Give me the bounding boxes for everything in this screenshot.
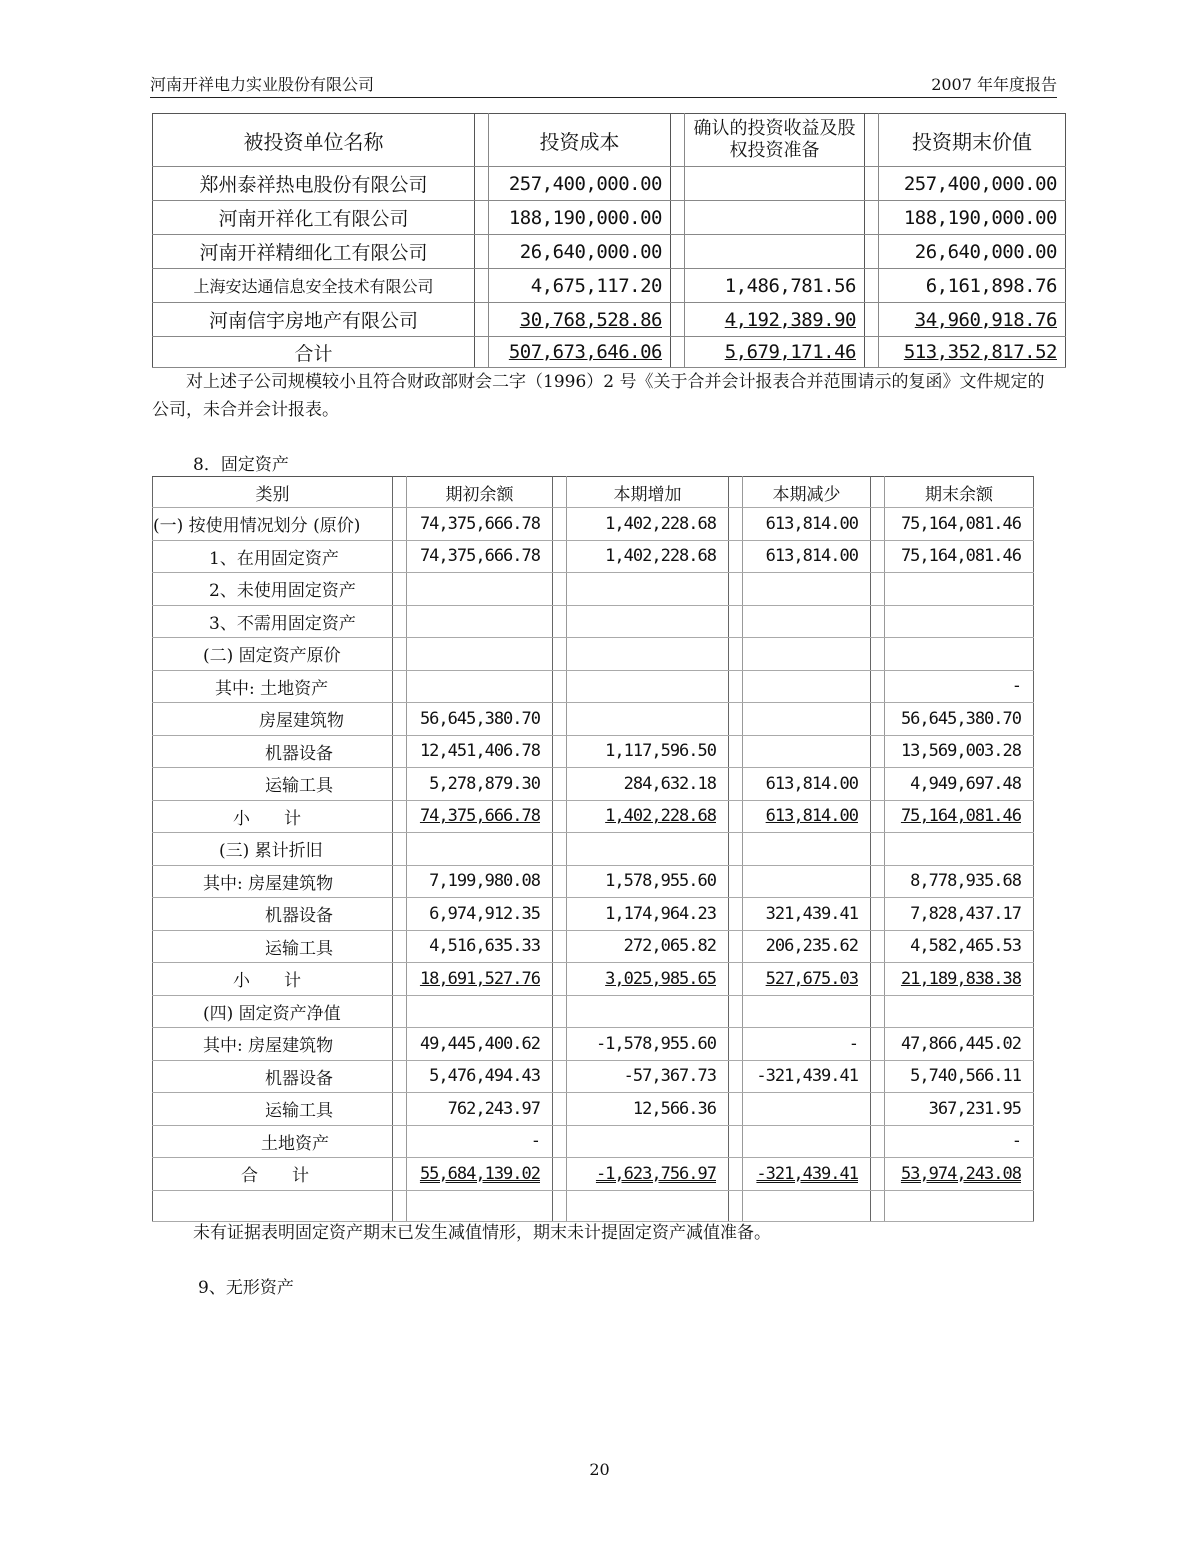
category-label: 其中: 房屋建筑物 xyxy=(153,865,393,898)
investment-table-header xyxy=(153,114,1066,167)
amount-cell: 6,974,912.35 xyxy=(407,898,553,931)
amount-cell xyxy=(743,1125,871,1158)
amount-cell xyxy=(567,1125,729,1158)
table-row xyxy=(153,735,1034,768)
table-row xyxy=(153,508,1034,541)
category-label: 合 计 xyxy=(153,1158,393,1191)
table-row xyxy=(153,670,1034,703)
investee-name: 河南开祥精细化工有限公司 xyxy=(153,235,475,269)
amount-cell xyxy=(407,670,553,703)
amount-cell xyxy=(567,573,729,606)
col-header-opening: 期初余额 xyxy=(407,477,553,508)
amount-cell: 21,189,838.38 xyxy=(885,963,1034,996)
table-row xyxy=(153,800,1034,833)
amount-cell xyxy=(743,1093,871,1126)
amount-cell: 53,974,243.08 xyxy=(885,1158,1034,1191)
category-label: 2、未使用固定资产 xyxy=(153,573,393,606)
amount-cell: -321,439.41 xyxy=(743,1060,871,1093)
amount-cell xyxy=(885,605,1034,638)
table-row xyxy=(153,638,1034,671)
amount-cell: 75,164,081.46 xyxy=(885,508,1034,541)
amount-cell: 1,578,955.60 xyxy=(567,865,729,898)
amount-cell: 55,684,139.02 xyxy=(407,1158,553,1191)
amount-cell: 6,161,898.76 xyxy=(879,269,1066,303)
amount-cell: 74,375,666.78 xyxy=(407,800,553,833)
amount-cell: -1,578,955.60 xyxy=(567,1028,729,1061)
amount-cell: 7,828,437.17 xyxy=(885,898,1034,931)
amount-cell xyxy=(743,735,871,768)
amount-cell: 56,645,380.70 xyxy=(885,703,1034,736)
amount-cell: 1,486,781.56 xyxy=(685,269,865,303)
table-row xyxy=(153,540,1034,573)
amount-cell xyxy=(567,833,729,866)
amount-cell: 4,516,635.33 xyxy=(407,930,553,963)
amount-cell xyxy=(567,605,729,638)
amount-cell xyxy=(407,605,553,638)
amount-cell: 12,451,406.78 xyxy=(407,735,553,768)
category-label: 机器设备 xyxy=(153,1060,393,1093)
table-row xyxy=(153,1093,1034,1126)
amount-cell: 613,814.00 xyxy=(743,768,871,801)
amount-cell xyxy=(685,201,865,235)
table-row xyxy=(153,865,1034,898)
amount-cell xyxy=(567,638,729,671)
amount-cell: 1,174,964.23 xyxy=(567,898,729,931)
amount-cell xyxy=(567,995,729,1028)
amount-cell: 56,645,380.70 xyxy=(407,703,553,736)
amount-cell xyxy=(743,605,871,638)
amount-cell: 4,192,389.90 xyxy=(685,303,865,337)
amount-cell: 26,640,000.00 xyxy=(879,235,1066,269)
table-row xyxy=(153,573,1034,606)
table-row xyxy=(153,1158,1034,1191)
amount-cell: 1,402,228.68 xyxy=(567,508,729,541)
amount-cell xyxy=(885,833,1034,866)
amount-cell: 257,400,000.00 xyxy=(489,167,671,201)
fixed-assets-table xyxy=(152,476,1034,1222)
amount-cell: - xyxy=(885,1125,1034,1158)
amount-cell: 5,278,879.30 xyxy=(407,768,553,801)
amount-cell: 613,814.00 xyxy=(743,540,871,573)
col-header-investee: 被投资单位名称 xyxy=(153,114,475,167)
amount-cell xyxy=(885,638,1034,671)
amount-cell xyxy=(567,703,729,736)
amount-cell: 3,025,985.65 xyxy=(567,963,729,996)
amount-cell: 507,673,646.06 xyxy=(489,337,671,368)
amount-cell: 206,235.62 xyxy=(743,930,871,963)
col-header-closing: 期末余额 xyxy=(885,477,1034,508)
amount-cell: 75,164,081.46 xyxy=(885,800,1034,833)
amount-cell xyxy=(885,995,1034,1028)
amount-cell: 75,164,081.46 xyxy=(885,540,1034,573)
amount-cell: 34,960,918.76 xyxy=(879,303,1066,337)
table-row xyxy=(153,995,1034,1028)
table-row xyxy=(153,963,1034,996)
table-row xyxy=(153,898,1034,931)
investee-name: 合计 xyxy=(153,337,475,368)
amount-cell: 1,402,228.68 xyxy=(567,800,729,833)
table-row xyxy=(153,1190,1034,1221)
col-header-decrease: 本期减少 xyxy=(743,477,871,508)
header-report-title: 2007 年年度报告 xyxy=(931,75,1057,94)
amount-cell: 49,445,400.62 xyxy=(407,1028,553,1061)
amount-cell: - xyxy=(885,670,1034,703)
amount-cell: 13,569,003.28 xyxy=(885,735,1034,768)
table-row xyxy=(153,303,1066,337)
amount-cell: 4,675,117.20 xyxy=(489,269,671,303)
amount-cell: 272,065.82 xyxy=(567,930,729,963)
consolidation-note: 对上述子公司规模较小且符合财政部财会二字（1996）2 号《关于合并会计报表合并范围请示的复函》文件规定的公司，未合并会计报表。 xyxy=(152,372,1045,420)
category-label: 房屋建筑物 xyxy=(153,703,393,736)
amount-cell: -1,623,756.97 xyxy=(567,1158,729,1191)
amount-cell xyxy=(743,865,871,898)
table-row xyxy=(153,833,1034,866)
amount-cell: 762,243.97 xyxy=(407,1093,553,1126)
table-row xyxy=(153,269,1066,303)
category-label: (三) 累计折旧 xyxy=(153,833,393,866)
amount-cell: 513,352,817.52 xyxy=(879,337,1066,368)
amount-cell: 527,675.03 xyxy=(743,963,871,996)
category-label: (四) 固定资产净值 xyxy=(153,995,393,1028)
category-label: 机器设备 xyxy=(153,898,393,931)
category-label: 小 计 xyxy=(153,800,393,833)
category-label: 其中: 房屋建筑物 xyxy=(153,1028,393,1061)
amount-cell: 5,476,494.43 xyxy=(407,1060,553,1093)
table-row xyxy=(153,768,1034,801)
amount-cell: 5,740,566.11 xyxy=(885,1060,1034,1093)
col-header-category: 类别 xyxy=(153,477,393,508)
amount-cell xyxy=(567,670,729,703)
amount-cell xyxy=(743,703,871,736)
table-row xyxy=(153,235,1066,269)
amount-cell: 8,778,935.68 xyxy=(885,865,1034,898)
category-label: 其中: 土地资产 xyxy=(153,670,393,703)
amount-cell: 1,117,596.50 xyxy=(567,735,729,768)
table-row xyxy=(153,1028,1034,1061)
category-label: 机器设备 xyxy=(153,735,393,768)
amount-cell xyxy=(743,573,871,606)
category-label: 小 计 xyxy=(153,963,393,996)
investment-total-row xyxy=(153,337,1066,368)
amount-cell: 30,768,528.86 xyxy=(489,303,671,337)
col-header-cost: 投资成本 xyxy=(489,114,671,167)
amount-cell: 74,375,666.78 xyxy=(407,540,553,573)
table-row xyxy=(153,1125,1034,1158)
investee-name: 河南信宇房地产有限公司 xyxy=(153,303,475,337)
category-label: 运输工具 xyxy=(153,930,393,963)
amount-cell xyxy=(407,573,553,606)
amount-cell: 4,582,465.53 xyxy=(885,930,1034,963)
amount-cell: 188,190,000.00 xyxy=(489,201,671,235)
table-row xyxy=(153,703,1034,736)
category-label: (一) 按使用情况划分 (原价) xyxy=(153,508,393,541)
amount-cell xyxy=(743,670,871,703)
amount-cell: 26,640,000.00 xyxy=(489,235,671,269)
amount-cell xyxy=(685,167,865,201)
category-label: (二) 固定资产原价 xyxy=(153,638,393,671)
section-9-title: 9、无形资产 xyxy=(198,1278,294,1298)
table-row xyxy=(153,605,1034,638)
amount-cell xyxy=(743,833,871,866)
amount-cell xyxy=(743,638,871,671)
category-label: 土地资产 xyxy=(153,1125,393,1158)
fixed-assets-header xyxy=(153,477,1034,508)
amount-cell: 257,400,000.00 xyxy=(879,167,1066,201)
amount-cell xyxy=(407,833,553,866)
amount-cell: 12,566.36 xyxy=(567,1093,729,1126)
amount-cell xyxy=(685,235,865,269)
amount-cell: 47,866,445.02 xyxy=(885,1028,1034,1061)
amount-cell: 5,679,171.46 xyxy=(685,337,865,368)
page-number: 20 xyxy=(589,1460,610,1479)
amount-cell: 188,190,000.00 xyxy=(879,201,1066,235)
investee-name: 上海安达通信息安全技术有限公司 xyxy=(153,269,475,303)
table-row xyxy=(153,930,1034,963)
amount-cell: - xyxy=(407,1125,553,1158)
amount-cell: 1,402,228.68 xyxy=(567,540,729,573)
amount-cell: 4,949,697.48 xyxy=(885,768,1034,801)
amount-cell: -321,439.41 xyxy=(743,1158,871,1191)
amount-cell: 7,199,980.08 xyxy=(407,865,553,898)
amount-cell xyxy=(407,995,553,1028)
amount-cell: -57,367.73 xyxy=(567,1060,729,1093)
investee-name: 河南开祥化工有限公司 xyxy=(153,201,475,235)
amount-cell: 367,231.95 xyxy=(885,1093,1034,1126)
category-label: 3、不需用固定资产 xyxy=(153,605,393,638)
amount-cell: 613,814.00 xyxy=(743,800,871,833)
section-8-title: 8．固定资产 xyxy=(193,455,289,475)
col-header-increase: 本期增加 xyxy=(567,477,729,508)
amount-cell: 18,691,527.76 xyxy=(407,963,553,996)
investee-name: 郑州泰祥热电股份有限公司 xyxy=(153,167,475,201)
amount-cell: - xyxy=(743,1028,871,1061)
category-label: 1、在用固定资产 xyxy=(153,540,393,573)
investment-table xyxy=(152,113,1066,368)
amount-cell: 613,814.00 xyxy=(743,508,871,541)
table-row xyxy=(153,167,1066,201)
impairment-note: 未有证据表明固定资产期末已发生减值情形，期末未计提固定资产减值准备。 xyxy=(193,1223,771,1243)
col-header-ending-value: 投资期末价值 xyxy=(879,114,1066,167)
table-row xyxy=(153,201,1066,235)
col-header-recognized-income: 确认的投资收益及股权投资准备 xyxy=(685,114,865,167)
table-row xyxy=(153,1060,1034,1093)
amount-cell: 74,375,666.78 xyxy=(407,508,553,541)
category-label: 运输工具 xyxy=(153,1093,393,1126)
amount-cell xyxy=(885,573,1034,606)
header-rule xyxy=(150,97,1057,98)
amount-cell xyxy=(407,638,553,671)
amount-cell: 284,632.18 xyxy=(567,768,729,801)
category-label: 运输工具 xyxy=(153,768,393,801)
header-company: 河南开祥电力实业股份有限公司 xyxy=(150,75,375,94)
amount-cell: 321,439.41 xyxy=(743,898,871,931)
amount-cell xyxy=(743,995,871,1028)
